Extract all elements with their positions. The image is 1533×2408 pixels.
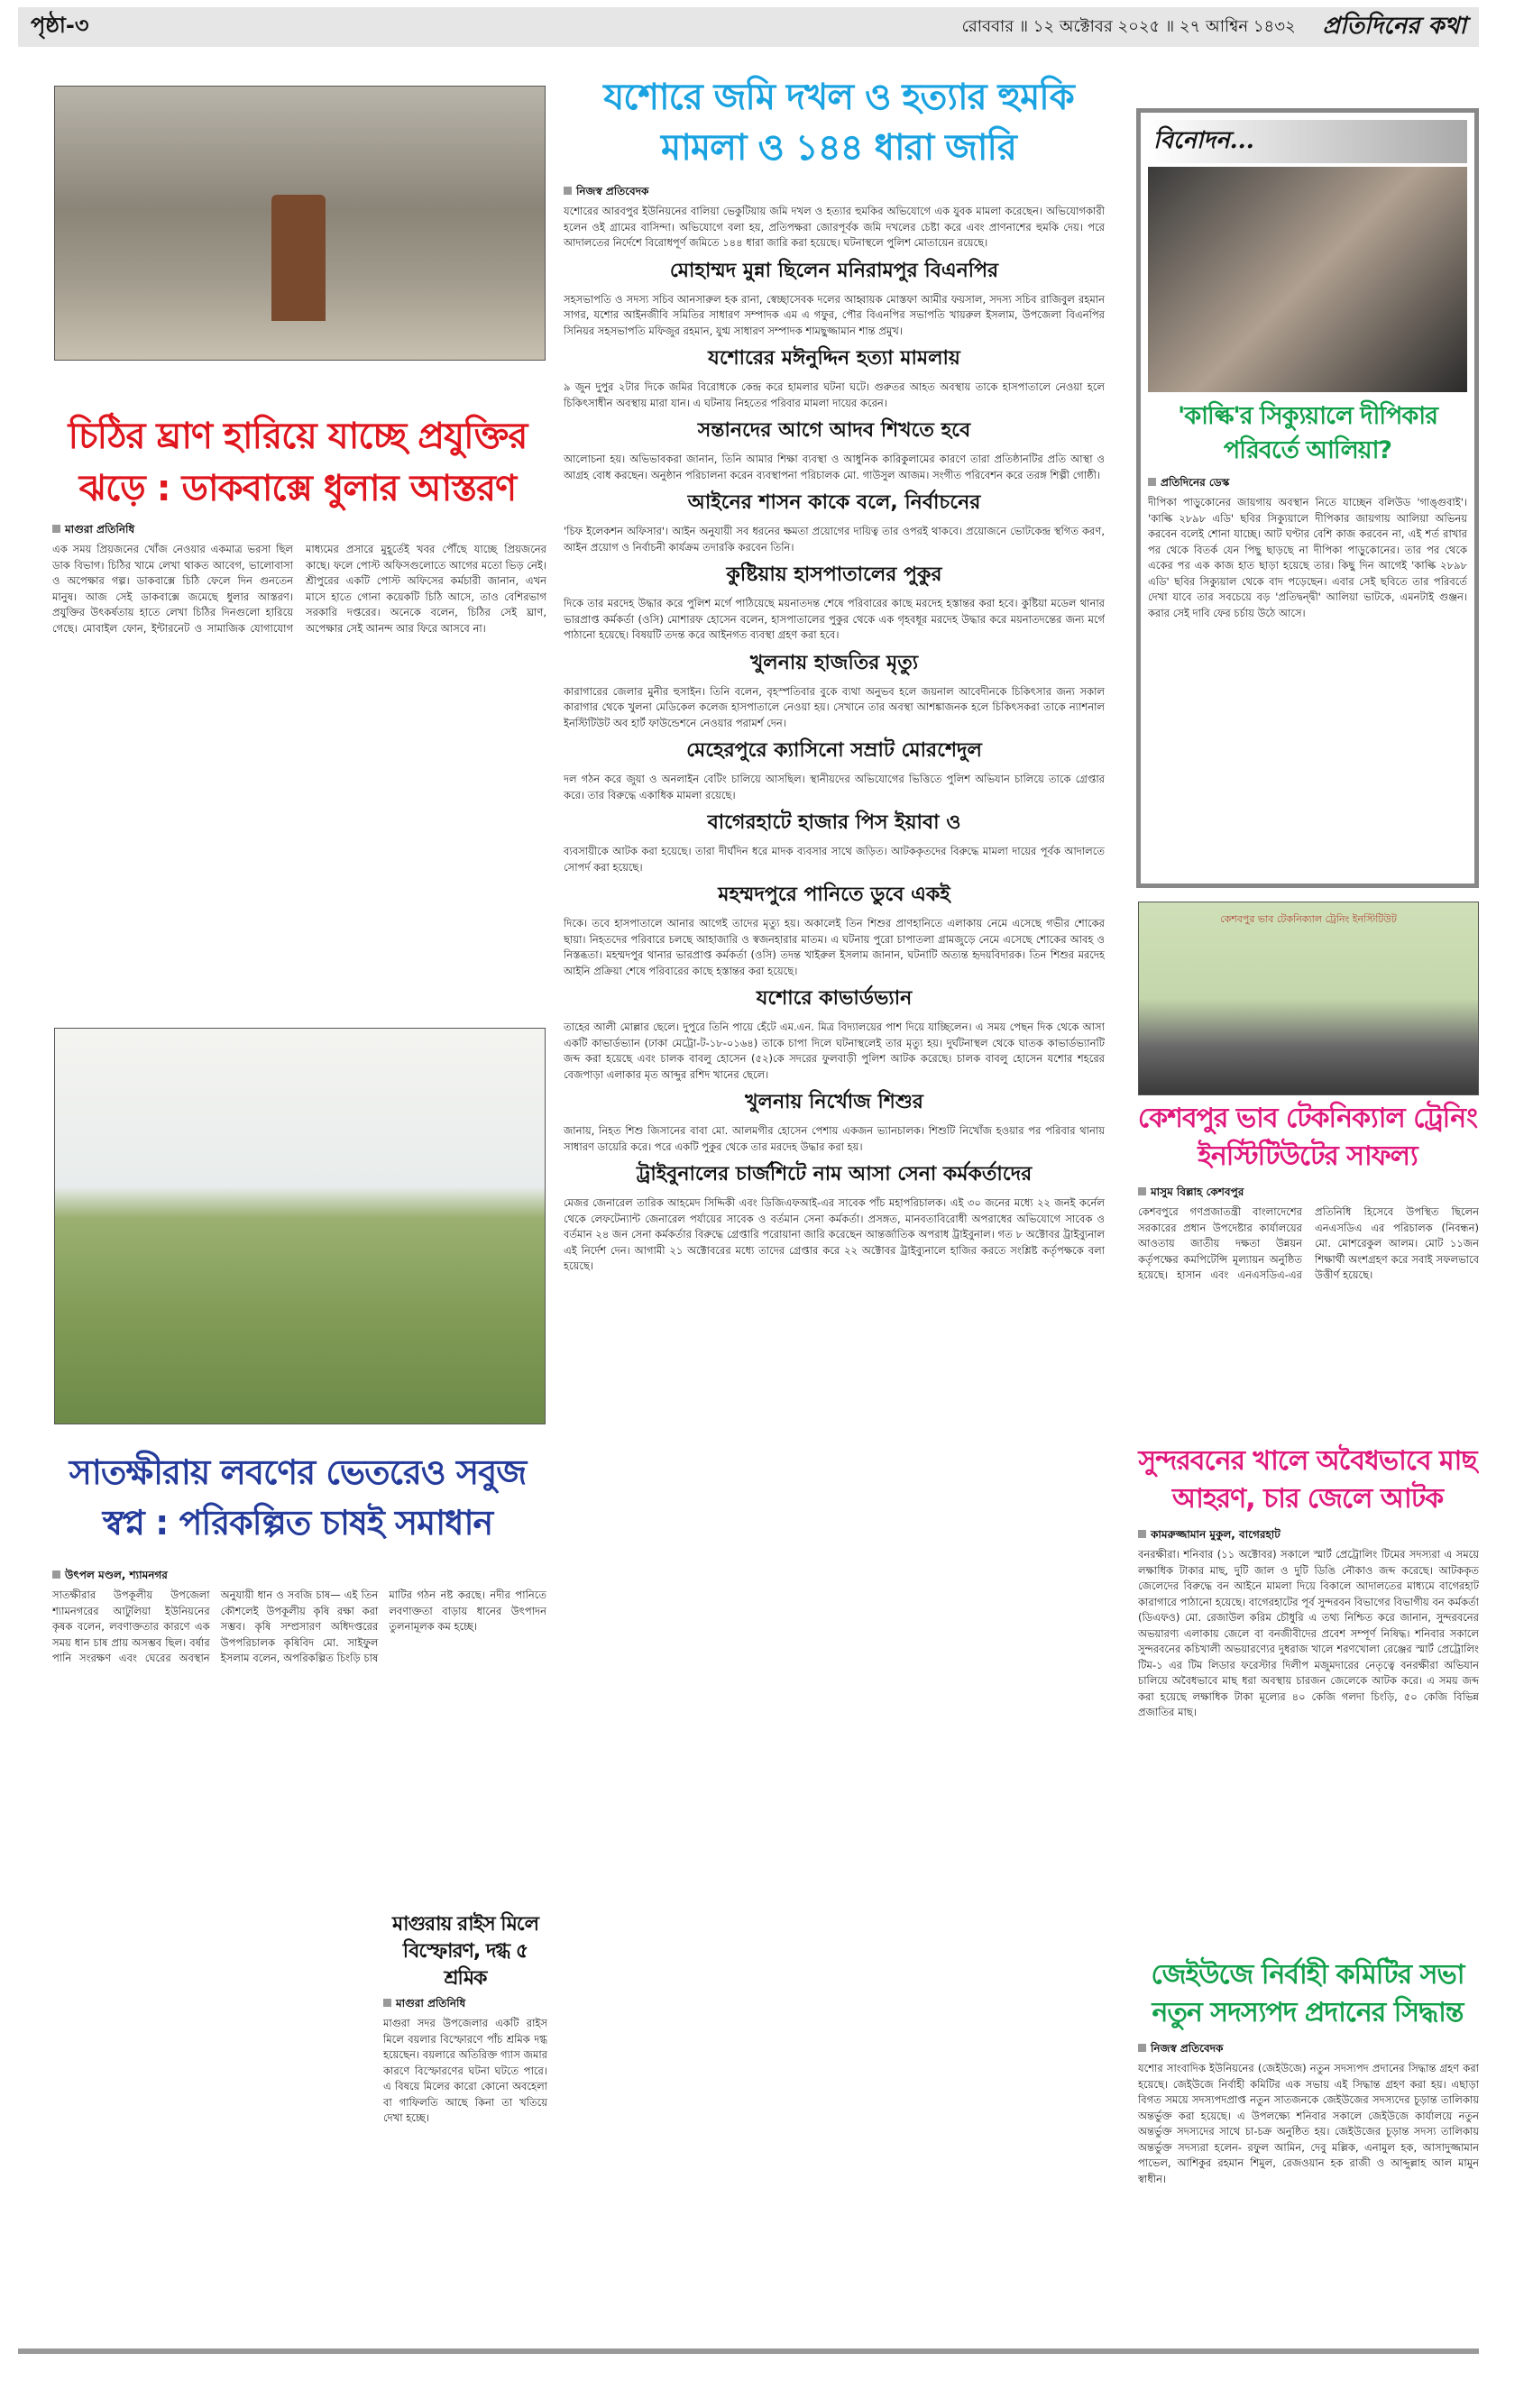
subhead-mohammadpur: মহম্মদপুরে পানিতে ডুবে একই (718, 884, 950, 906)
byline-deepika: প্রতিদিনের ডেস্ক (1148, 475, 1467, 493)
byline-letter: মাগুরা প্রতিনিধি (52, 522, 546, 540)
subhead-bagerhat: বাগেরহাটে হাজার পিস ইয়াবা ও (707, 811, 961, 834)
subhead-bnp: মোহাম্মদ মুন্না ছিলেন মনিরামপুর বিএনপির (669, 259, 999, 282)
headline-jessore: যশোরে জমি দখল ও হত্যার হুমকি মামলা ও ১৪৪ ধারা জারি (603, 77, 1074, 169)
byline-jeuje: নিজস্ব প্রতিবেদক (1138, 2041, 1479, 2059)
article-murder-body: ৯ জুন দুপুর ২টার দিকে জমির বিরোধকে কেন্দ্র করে হামলার ঘটনা ঘটে। গুরুতর আহত অবস্থায় তাকে হাসপাতালে নেওয়া হলে চিকিৎসাধীন অবস্থায় মারা যান। এ ঘটনায় নিহতের পরিবার মামলা দায়ের করেন। (564, 380, 1105, 409)
article-van-body: তাহের আলী মোল্লার ছেলে। দুপুরে তিনি পায়ে হেঁটে এম.এন. মিত্র বিদ্যালয়ের পাশ দিয়ে যাচ্ছিলেন। এ সময় পেছন দিক থেকে আসা একটি কাভার্ডভ্যান (ঢাকা মেট্রো-ট-১৮-০১৬৪) তাকে চাপা দিলে ঘটনাস্থলেই তার মৃত্যু হয়। দুর্ঘটনাস্থল থেকে ঘাতক কাভার্ডভ্যানটি জব্দ করা হয়েছে এবং চালক বাবলু হোসেন (৫২)কে সদরের ফুলবাড়ী পুলিশ আটক করেছে। চালক বাবলু হোসেন যশোর শহরের বেজপাড়া এলাকার মৃত আব্দুর রশিদ খানের ছেলে। (564, 1021, 1105, 1081)
article-keshabpur-body: কেশবপুরে গণপ্রজাতন্ত্রী বাংলাদেশের সরকারের প্রধান উপদেষ্টার কার্যালয়ের আওতায় জাতীয় দক্ষতা উন্নয়ন কর্তৃপক্ষের কমপিটেন্সি মূল্যায়ন অনুষ্ঠিত হয়েছে। হাসান এবং এনএসডিএ-এর প্রতিনিধি হিসেবে উপস্থিত ছিলেন এনএসডিএ এর পরিচালক (নিবন্ধন) মো. মোশরেকুল আলম। মোট ১১জন শিক্ষার্থী অংশগ্রহণ করে সবাই সফলভাবে উত্তীর্ণ হয়েছে। (1138, 1205, 1479, 1281)
article-bnp-body: সহসভাপতি ও সদস্য সচিব আনসারুল হক রানা, স্বেচ্ছাসেবক দলের আহ্বায়ক মোস্তফা আমীর ফয়সাল, সদস্য সচিব রাজিবুল রহমান সাগর, যশোর আইনজীবি সমিতির সাধারণ সম্পাদক এম এ গফুর, পৌর বিএনপির সভাপতি খায়রুল ইসলাম, উপজেলা বিএনপির সিনিয়র সহসভাপতি মফিজুর রহমান, যুগ্ম সাধারণ সম্পাদক শামছুজ্জামান শান্ত প্রমুখ। (564, 292, 1105, 337)
article-bagerhat-body: ব্যবসায়ীকে আটক করা হয়েছে। তারা দীর্ঘদিন ধরে মাদক ব্যবসার সাথে জড়িত। আটককৃতদের বিরুদ্ধে মামলা দায়ের পূর্বক আদালতে সোপর্দ করা হয়েছে। (564, 845, 1105, 874)
field-photo (54, 1028, 546, 1424)
postbox-photo (54, 86, 546, 361)
headline-letter: চিঠির ঘ্রাণ হারিয়ে যাচ্ছে প্রযুক্তির ঝড়ে : ডাকবাক্সে ধুলার আস্তরণ (68, 416, 528, 509)
subhead-law: আইনের শাসন কাকে বলে, নির্বাচনের (687, 491, 981, 514)
deepika-photo (1148, 167, 1467, 392)
byline-keshabpur: মাসুম বিল্লাহ কেশবপুর (1138, 1185, 1479, 1203)
photo-banner-text: কেশবপুর ভাব টেকনিক্যাল ট্রেনিং ইনস্টিটিউট (1220, 913, 1397, 925)
subhead-child: খুলনায় নির্খোজ শিশুর (745, 1091, 923, 1113)
article-pond-body: দিকে তার মরদেহ উদ্ধার করে পুলিশ মর্গে পাঠিয়েছে ময়নাতদন্ত শেষে পরিবারের কাছে মরদেহ হস্তান্তর করা হবে। কুষ্টিয়া মডেল থানার ভারপ্রাপ্ত কর্মকর্তা (ওসি) মোশারফ হোসেন বলেন, হাসপাতালের পুকুর থেকে এক গৃহবধূর মরদেহ উদ্ধার করে ময়নাতদন্তের জন্য মর্গে পাঠানো হয়েছে। বিষয়টি তদন্ত করে আইনগত ব্যবস্থা গ্রহণ করা হবে। (564, 597, 1105, 641)
article-sundarban-body: বনরক্ষীরা। শনিবার (১১ অক্টোবর) সকালে স্মার্ট প্রেট্রোলিং টিমের সদস্যরা এ সময়ে লক্ষাধিক টাকার মাছ, দুটি জাল ও দুটি ডিঙি নৌকাও জব্দ করেছে। আটককৃত জেলেদের বিরুদ্ধে বন আইনে মামলা দিয়ে বিকালে আদালতের মাধ্যমে বাগেরহাট কারাগারে পাঠানো হয়েছে। বাগেরহাটের পূর্ব সুন্দরবন বিভাগের বিভাগীয় বন কর্মকর্তা (ডিএফও) মো. রেজাউল করিম চৌধুরি এ তথ্য নিশ্চিত করে জানান, সুন্দরবনের অভয়ারণ্য এলাকায় জেলে বা বনজীবীদের প্রবেশ সম্পূর্ণ নিষিদ্ধ। শনিবার সকালে সুন্দরবনের কচিখালী অভয়ারণ্যের দুধরাজ খালে শরণখোলা রেঞ্জের স্মার্ট প্রেট্রোলিং টিম-১ এর টিম লিডার ফরেস্টার দিলীপ মজুমদারের নেতৃত্বে বনরক্ষীরা অভিযান চালিয়ে অবৈধভাবে মাছ ধরা অবস্থায় চারজন জেলেকে আটক করে। এ সময় জব্দ করা হয়েছে লক্ষাধিক টাকা মূল্যের ৪০ কেজি গলদা চিংড়ি, ৫০ কেজি বিভিন্ন প্রজাতির মাছ। (1138, 1548, 1479, 1718)
byline-magura: মাগুরা প্রতিনিধি (383, 1996, 547, 2014)
page-header (18, 7, 1479, 47)
article-law-body: 'চিফ ইলেকশন অফিসার'। আইন অনুযায়ী সব ধরনের ক্ষমতা প্রয়োগের দায়িত্ব তার ওপরই থাকবে। প্রয়োজনে ভোটকেন্দ্র স্থগিত করণ, আইন প্রয়োগ ও নির্বাচনী কার্যক্রম তদারকি করবেন তিনি। (564, 525, 1105, 554)
training-photo (1138, 902, 1479, 1095)
headline-magura: মাগুরায় রাইস মিলে বিস্ফোরণ, দগ্ধ ৫ শ্রমিক (391, 1913, 539, 1990)
subhead-murder: যশোরের মঈনুদ্দিন হত্যা মামলায় (708, 347, 960, 370)
headline-sundarban: সুন্দরবনের খালে অবৈধভাবে মাছ আহরণ, চার জেলে আটক (1138, 1445, 1477, 1515)
article-khulna-body: কারাগারের জেলার মুনীর হুসাইন। তিনি বলেন, বৃহস্পতিবার বুকে ব্যথা অনুভব হলে জয়নাল আবেদীনকে চিকিৎসার জন্য সকাল কারাগার থেকে খুলনা মেডিকেল কলেজ হাসপাতালে নেওয়া হয়। সেখানে তার অবস্থা আশঙ্কাজনক হলে চিকিৎসকরা তাকে ন্যাশনাল ইনস্টিটিউট অব হার্ট ফাউন্ডেশনে নেওয়ার পরামর্শ দেন। (564, 684, 1105, 729)
article-jessore-body: যশোরের আরবপুর ইউনিয়নের বালিয়া ভেকুটিয়ায় জমি দখল ও হত্যার হুমকির অভিযোগে এক যুবক মামলা করেছেন। অভিযোগকারী হলেন ওই গ্রামের বাসিন্দা। অভিযোগে বলা হয়, প্রতিপক্ষরা জোরপূর্বক জমি দখলের চেষ্টা করে এবং প্রাণনাশের হুমকি দেয়। পরে আদালতের নির্দেশে বিরোধপূর্ণ জমিতে ১৪৪ ধারা জারি করা হয়েছে। ঘটনাস্থলে পুলিশ মোতায়েন রয়েছে। (564, 205, 1105, 249)
byline-jessore: নিজস্ব প্রতিবেদক (564, 184, 1105, 202)
article-tribunal-body: মেজর জেনারেল তারিক আহমেদ সিদ্দিকী এবং ডিজিএফআই-এর সাবেক পাঁচ মহাপরিচালক। এই ৩০ জনের মধ্যে ২২ জনই কর্নেল থেকে লেফটেন্যান্ট জেনারেল পর্যায়ের সাবেক ও বর্তমান সেনা কর্মকর্তা। প্রসঙ্গত, মানবতাবিরোধী অপরাধের অভিযোগে সাবেক ও বর্তমান ২৪ জন সেনা কর্মকর্তার বিরুদ্ধে গ্রেপ্তারি পরোয়ানা জারি করেছেন আন্তর্জাতিক অপরাধ ট্রাইবুনাল। গত ৮ অক্টোবর ট্রাইব্যুনাল এই নির্দেশ দেন। আগামী ২১ অক্টোবরের মধ্যে তাদের গ্রেপ্তার করে ২২ অক্টোবর ট্রাইব্যুনালে হাজির করতে সংশ্লিষ্ট কর্তৃপক্ষকে বলা হয়েছে। (564, 1196, 1105, 1272)
article-satkhira-body: সাতক্ষীরার উপকূলীয় উপজেলা শ্যামনগরের আটুলিয়া ইউনিয়নের কৃষক বলেন, লবণাক্ততার কারণে এক সময় ধান চাষ প্রায় অসম্ভব ছিল। বর্ষার পানি সংরক্ষণ এবং ঘেরের অবস্থান অনুযায়ী ধান ও সবজি চাষ— এই তিন কৌশলেই উপকূলীয় কৃষি রক্ষা করা সম্ভব। কৃষি সম্প্রসারণ অধিদপ্তরের উপপরিচালক কৃষিবিদ মো. সাইফুল ইসলাম বলেন, অপরিকল্পিত চিংড়ি চাষ মাটির গঠন নষ্ট করছে। নদীর পানিতে লবণাক্ততা বাড়ায় ধানের উৎপাদন তুলনামূলক কম হচ্ছে। (52, 1589, 546, 1664)
byline-sundarban: কামরুজ্জামান মুকুল, বাগেরহাট (1138, 1527, 1479, 1545)
entertainment-box (1136, 108, 1479, 888)
headline-jeuje: জেইউজে নির্বাহী কমিটির সভা নতুন সদস্যপদ প্রদানের সিদ্ধান্ত (1151, 1959, 1464, 2028)
bottom-rule (18, 2348, 1479, 2354)
article-meherpur-body: দল গঠন করে জুয়া ও অনলাইন বেটিং চালিয়ে আসছিল। স্থানীয়দের অভিযোগের ভিত্তিতে পুলিশ অভিযান চালিয়ে তাকে গ্রেপ্তার করে। তার বিরুদ্ধে একাধিক মামলা রয়েছে। (564, 773, 1105, 801)
subhead-pond: কুষ্টিয়ায় হাসপাতালের পুকুর (726, 563, 942, 586)
headline-keshabpur: কেশবপুর ভাব টেকনিক্যাল ট্রেনিং ইনস্টিটিউটের সাফল্য (1137, 1103, 1478, 1172)
article-child-body: জানায়, নিহত শিশু জিসানের বাবা মো. আলমগীর হোসেন পেশায় একজন ভ্যানচালক। শিশুটি নিখোঁজ হওয়ার পর পরিবার থানায় সাধারণ ডায়েরি করে। পরে একটি পুকুর থেকে তার মরদেহ উদ্ধার করা হয়। (564, 1124, 1105, 1153)
issue-date: রোববার ॥ ১২ অক্টোবর ২০২৫ ॥ ২৭ আশ্বিন ১৪৩২ (961, 16, 1296, 36)
article-mohammadpur-body: দিকে। তবে হাসপাতালে আনার আগেই তাদের মৃত্যু হয়। অকালেই তিন শিশুর প্রাণহানিতে এলাকায় নেমে এসেছে গভীর শোকের ছায়া। নিহতদের পরিবারে চলছে আহাজারি ও স্বজনহারার মাতম। এ ঘটনায় পুরো চাপাতলা গ্রামজুড়ে নেমে এসেছে শোকের আবহ ও নিস্তব্ধতা। মহম্মদপুর থানার ভারপ্রাপ্ত কর্মকর্তা (ওসি) তদন্ত খাইরুল ইসলাম জানান, ঘটনাটি অত্যন্ত হৃদয়বিদারক। তিন শিশুর মরদেহ আইনি প্রক্রিয়া শেষে পরিবারের কাছে হস্তান্তর করা হয়েছে। (564, 917, 1105, 977)
masthead-logo: প্রতিদিনের কথা (1322, 13, 1466, 40)
article-deepika-body: দীপিকা পাড়ুকোনের জায়গায় অবস্থান নিতে যাচ্ছেন বলিউড 'গাঙ্গুবাই'। 'কাল্কি ২৮৯৮ এডি' ছবির সিক্যুয়ালে দীপিকার জায়গায় আলিয়া অভিনয় করবেন বলেই শোনা যাচ্ছে। আট ঘণ্টার বেশি কাজ করবেন না, এই শর্ত রাখার পর থেকে বিতর্ক যেন পিছু ছাড়ছে না দীপিকা পাড়ুকোনের। তার পর থেকে একের পর এক কাজ হাত ছাড়া হয়েছে তার। কিছু দিন আগেই 'কাল্কি ২৮৯৮ এডি' ছবির সিক্যুয়াল থেকে বাদ পড়েছেন। এবার সেই ছবিতে তার পরিবর্তে দেখা যাবে তার সবচেয়ে বড় 'প্রতিদ্বন্দ্বী' আলিয়া ভাটকে, এমনটাই গুঞ্জন। করার সেই দাবি ফের চর্চায় উঠে আসে। (1148, 496, 1467, 619)
byline-satkhira: উৎপল মণ্ডল, শ্যামনগর (52, 1568, 546, 1586)
page-number: পৃষ্ঠা-৩ (31, 13, 89, 38)
subhead-tribunal: ট্রাইবুনালের চার্জশিটে নাম আসা সেনা কর্মকর্তাদের (636, 1163, 1033, 1186)
article-jeuje-body: যশোর সাংবাদিক ইউনিয়নের (জেইউজে) নতুন সদস্যপদ প্রদানের সিদ্ধান্ত গ্রহণ করা হয়েছে। জেইউজে নির্বাহী কমিটির এক সভায় এই সিদ্ধান্ত গ্রহণ করা হয়। এছাড়া বিগত সময়ে সদস্যপদপ্রাপ্ত নতুন সাতজনকে জেইউজের সদস্যদের চূড়ান্ত তালিকায় অন্তর্ভুক্ত করা হয়েছে। এ উপলক্ষ্যে শনিবার সকালে জেইউজে কার্যালয়ে নতুন অন্তর্ভুক্ত সদস্যদের সাথে চা-চক্র অনুষ্ঠিত হয়। জেইউজের চূড়ান্ত সদস্য তালিকায় অন্তর্ভুক্ত সদস্যরা হলেন- রফুল আমিন, দেবু মল্লিক, এনামুল হক, আসাদুজ্জামান পাভেল, আশিকুর রহমান শিমুল, রেজওয়ান হক রাজী ও আব্দুল্লাহ আল মামুন স্বাধীন। (1138, 2062, 1479, 2185)
postbox-shape (271, 195, 326, 321)
subhead-van: যশোরে কাভার্ডভ্যান (756, 987, 913, 1010)
headline-deepika: 'কাল্কি'র সিক্যুয়ালে দীপিকার পরিবর্তে আলিয়া? (1178, 402, 1437, 464)
article-school-body: আলোচনা হয়। অভিভাবকরা জানান, তিনি আমার শিক্ষা ব্যবস্থা ও আধুনিক কারিকুলামের কারণে তারা প্রতিষ্ঠানটির প্রতি আস্থা ও আগ্রহ বোধ করছেন। অনুষ্ঠান পরিচালনা করেন ব্যবস্থাপনা পরিচালক মো. গাউসুল আজম। সংগীত পরিবেশন করে তরঙ্গ শিল্পী গোষ্ঠী। (564, 453, 1105, 481)
article-magura-body: মাগুরা সদর উপজেলার একটি রাইস মিলে বয়লার বিস্ফোরণে পাঁচ শ্রমিক দগ্ধ হয়েছেন। বয়লারে অতিরিক্ত গ্যাস জমার কারণে বিস্ফোরণের ঘটনা ঘটতে পারে। এ বিষয়ে মিলের কারো কোনো অবহেলা বা গাফিলতি আছে কিনা তা খতিয়ে দেখা হচ্ছে। (383, 2017, 547, 2124)
subhead-meherpur: মেহেরপুরে ক্যাসিনো সম্রাট মোরশেদুল (686, 739, 982, 762)
article-letter-body: এক সময় প্রিয়জনের খোঁজ নেওয়ার একমাত্র ভরসা ছিল ডাক বিভাগ। চিঠির খামে লেখা থাকত আবেগ, ভালোবাসা ও অপেক্ষার গল্প। ডাকবাক্সে চিঠি ফেলে দিন গুনতেন মানুষ। আজ সেই ডাকবাক্সে জমেছে ধুলার আস্তরণ। প্রযুক্তির উৎকর্ষতায় হাতে লেখা চিঠির দিনগুলো হারিয়ে গেছে। মোবাইল ফোন, ইন্টারনেট ও সামাজিক যোগাযোগ মাধ্যমের প্রসারে মুহূর্তেই খবর পৌঁছে যাচ্ছে প্রিয়জনের কাছে। ফলে পোস্ট অফিসগুলোতে আগের মতো ভিড় নেই। শ্রীপুরের একটি পোস্ট অফিসের কর্মচারী জানান, এখন মাসে হাতে গোনা কয়েকটি চিঠি আসে, তাও বেশিরভাগ সরকারি দপ্তরের। অনেকে বলেন, চিঠির সেই ঘ্রাণ, অপেক্ষার সেই আনন্দ আর ফিরে আসবে না। (52, 543, 546, 635)
section-title-entertainment: বিনোদন... (1148, 120, 1467, 163)
subhead-khulna: খুলনায় হাজতির মৃত্যু (749, 651, 919, 674)
subhead-school: সন্তানদের আগে আদব শিখতে হবে (697, 419, 971, 442)
headline-satkhira: সাতক্ষীরায় লবণের ভেতরেও সবুজ স্বপ্ন : পরিকল্পিত চাষই সমাধান (69, 1452, 527, 1543)
